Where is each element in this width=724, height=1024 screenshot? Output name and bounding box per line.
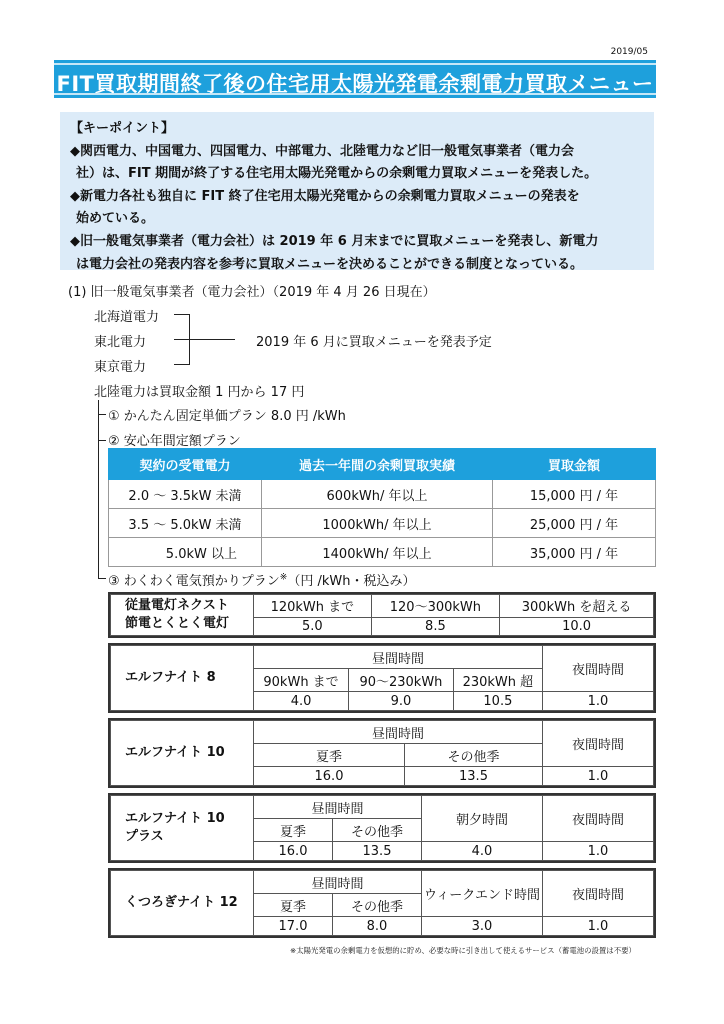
rate-value: 8.0 bbox=[333, 917, 422, 936]
rate-value: 16.0 bbox=[254, 767, 405, 786]
sub-header: 夏季 bbox=[254, 819, 333, 842]
night-header: 夜間時間 bbox=[543, 646, 654, 692]
companies-note: 2019 年 6 月に買取メニューを発表予定 bbox=[256, 335, 492, 350]
plan2-header: 契約の受電電力 bbox=[109, 449, 262, 480]
rate-header: 300kWh を超える bbox=[500, 595, 654, 618]
rate-table-elfnight10 bbox=[108, 718, 656, 788]
plan-2-table bbox=[108, 448, 656, 567]
rate-header: 120～300kWh bbox=[371, 595, 499, 618]
rate-header: 120kWh まで bbox=[254, 595, 372, 618]
plan2-cell: 3.5 ～ 5.0kW 未満 bbox=[109, 509, 262, 538]
rate-value: 3.0 bbox=[422, 917, 543, 936]
plan2-cell: 5.0kW 以上 bbox=[109, 538, 262, 567]
rate-value: 1.0 bbox=[543, 842, 654, 861]
sub-header: その他季 bbox=[333, 819, 422, 842]
rate-value: 9.0 bbox=[349, 692, 454, 711]
title-banner bbox=[54, 60, 656, 98]
company-tohoku: 東北電力 bbox=[94, 335, 147, 350]
rate-value: 5.0 bbox=[254, 617, 372, 635]
rate-value: 10.0 bbox=[500, 617, 654, 635]
table-name bbox=[111, 595, 254, 636]
morning-header: 朝夕時間 bbox=[422, 796, 543, 842]
plan2-header: 過去一年間の余剰買取実績 bbox=[262, 449, 493, 480]
plan2-cell: 600kWh/ 年以上 bbox=[262, 480, 493, 509]
plan-name-line: プラス bbox=[125, 829, 164, 844]
tree-line bbox=[98, 578, 106, 579]
key-points-box bbox=[60, 112, 654, 270]
sub-header: 90～230kWh bbox=[349, 669, 454, 692]
sub-header: 夏季 bbox=[254, 894, 333, 917]
plan-3-mark: ※ bbox=[279, 572, 288, 583]
rate-value: 1.0 bbox=[543, 767, 654, 786]
tree-line bbox=[98, 440, 106, 441]
table-name: エルフナイト 8 bbox=[111, 646, 254, 711]
table-name: くつろぎナイト 12 bbox=[111, 871, 254, 936]
rate-table-elfnight10-plus bbox=[108, 793, 656, 863]
footnote: ※太陽光発電の余剰電力を仮想的に貯め、必要な時に引き出して使えるサービス（蓄電池の設置は不要） bbox=[290, 946, 636, 955]
sub-header: その他季 bbox=[405, 744, 543, 767]
table-name: エルフナイト 10 bbox=[111, 721, 254, 786]
rate-value: 10.5 bbox=[453, 692, 542, 711]
sub-header: その他季 bbox=[333, 894, 422, 917]
plan-1-fixed: ① かんたん固定単価プラン 8.0 円 /kWh bbox=[108, 409, 346, 424]
sub-header: 230kWh 超 bbox=[453, 669, 542, 692]
sub-header: 90kWh まで bbox=[254, 669, 349, 692]
bracket-line bbox=[189, 339, 235, 340]
company-tokyo: 東京電力 bbox=[94, 360, 147, 375]
banner-line-top bbox=[54, 63, 656, 65]
rate-value: 17.0 bbox=[254, 917, 333, 936]
rate-value: 4.0 bbox=[254, 692, 349, 711]
key-point-1a: ◆関西電力、中国電力、四国電力、中部電力、北陸電力など旧一般電気事業者（電力会 bbox=[70, 143, 574, 159]
sub-header: 夏季 bbox=[254, 744, 405, 767]
plan-name-line: 節電とくとく電灯 bbox=[125, 616, 230, 631]
key-point-2b: 始めている。 bbox=[76, 211, 155, 227]
section-1-heading: (1) 旧一般電気事業者（電力会社）（2019 年 4 月 26 日現在） bbox=[68, 285, 436, 300]
plan2-header: 買取金額 bbox=[493, 449, 656, 480]
plan2-cell: 15,000 円 / 年 bbox=[493, 480, 656, 509]
table-name bbox=[111, 796, 254, 861]
tree-line bbox=[98, 414, 106, 415]
key-point-1b: 社）は、FIT 期間が終了する住宅用太陽光発電からの余剰電力買取メニューを発表した。 bbox=[76, 166, 598, 182]
plan-3-title-row bbox=[108, 570, 415, 589]
plan-name-line: 従量電灯ネクスト bbox=[125, 598, 229, 613]
rate-value: 16.0 bbox=[254, 842, 333, 861]
key-point-3b: は電力会社の発表内容を参考に買取メニューを決めることができる制度となっている。 bbox=[76, 256, 584, 272]
rate-value: 13.5 bbox=[405, 767, 543, 786]
rate-value: 1.0 bbox=[543, 917, 654, 936]
rate-value: 1.0 bbox=[543, 692, 654, 711]
bracket-line bbox=[174, 339, 190, 340]
plan-3-unit: （円 /kWh・税込み） bbox=[287, 574, 416, 589]
table-row bbox=[109, 509, 656, 538]
page-title: FIT買取期間終了後の住宅用太陽光発電余剰電力買取メニュー bbox=[56, 72, 654, 96]
table-row bbox=[109, 480, 656, 509]
plan-name-line: エルフナイト 10 bbox=[125, 811, 225, 826]
table-row bbox=[109, 538, 656, 567]
day-header: 昼間時間 bbox=[254, 796, 422, 819]
day-header: 昼間時間 bbox=[254, 871, 422, 894]
key-points-heading: 【キーポイント】 bbox=[70, 121, 175, 136]
issue-date: 2019/05 bbox=[610, 47, 648, 57]
rate-value: 8.5 bbox=[371, 617, 499, 635]
rate-table-kutsurogi12 bbox=[108, 868, 656, 938]
night-header: 夜間時間 bbox=[543, 871, 654, 917]
plan2-cell: 1000kWh/ 年以上 bbox=[262, 509, 493, 538]
rate-table-elfnight8 bbox=[108, 643, 656, 713]
rate-table-nekusuto bbox=[108, 592, 656, 638]
hokuriku-note: 北陸電力は買取金額 1 円から 17 円 bbox=[94, 385, 305, 400]
company-hokkaido: 北海道電力 bbox=[94, 310, 160, 325]
rate-value: 4.0 bbox=[422, 842, 543, 861]
tree-line bbox=[98, 400, 99, 578]
key-point-3a: ◆旧一般電気事業者（電力会社）は 2019 年 6 月末までに買取メニューを発表し、新電力 bbox=[70, 233, 599, 249]
key-point-2a: ◆新電力各社も独自に FIT 終了住宅用太陽光発電からの余剰電力買取メニューの発表を bbox=[70, 188, 580, 204]
day-header: 昼間時間 bbox=[254, 721, 543, 744]
plan2-cell: 35,000 円 / 年 bbox=[493, 538, 656, 567]
bracket-line bbox=[174, 364, 190, 365]
plan-3-title: ③ わくわく電気預かりプラン bbox=[108, 574, 280, 589]
night-header: 夜間時間 bbox=[543, 721, 654, 767]
night-header: 夜間時間 bbox=[543, 796, 654, 842]
weekend-header: ウィークエンド時間 bbox=[422, 871, 543, 917]
plan2-cell: 2.0 ～ 3.5kW 未満 bbox=[109, 480, 262, 509]
plan-2-title: ② 安心年間定額プラン bbox=[108, 434, 241, 449]
plan2-cell: 25,000 円 / 年 bbox=[493, 509, 656, 538]
rate-value: 13.5 bbox=[333, 842, 422, 861]
bracket-line bbox=[174, 314, 190, 315]
day-header: 昼間時間 bbox=[254, 646, 543, 669]
plan2-cell: 1400kWh/ 年以上 bbox=[262, 538, 493, 567]
